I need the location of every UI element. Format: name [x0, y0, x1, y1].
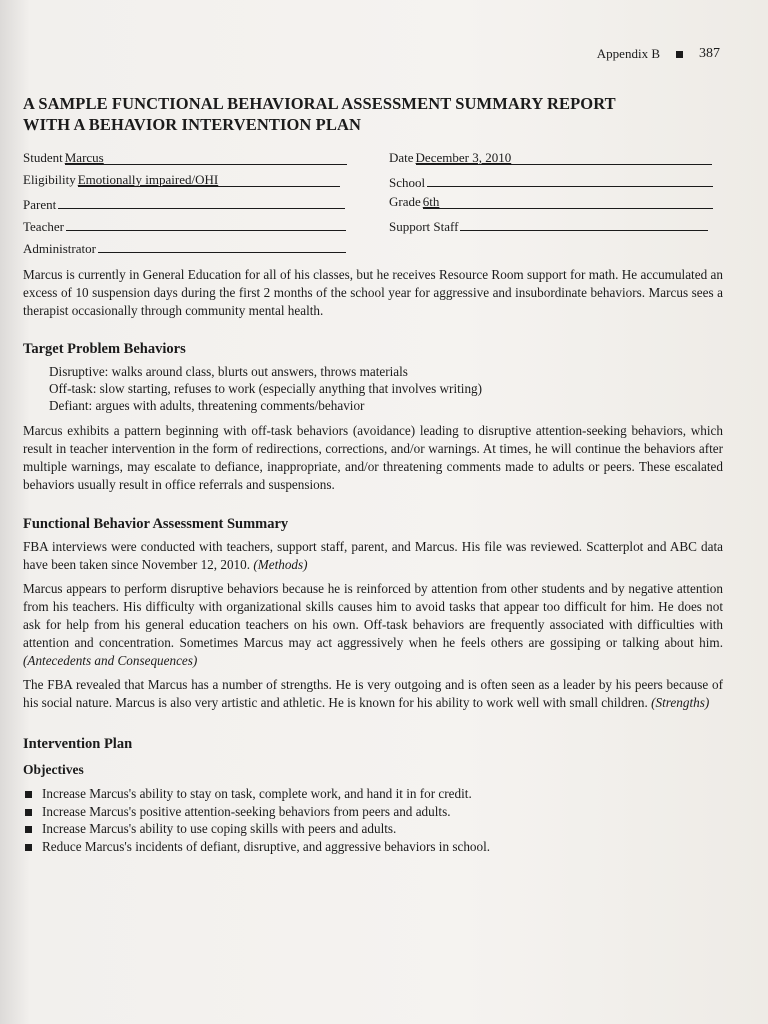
- date-value: December 3, 2010: [415, 150, 512, 165]
- grade-field: [389, 194, 713, 210]
- eligibility-value: Emotionally impaired/OHI: [77, 172, 219, 187]
- square-bullet-icon: [25, 826, 32, 833]
- teacher-label: Teacher: [23, 219, 64, 234]
- fba-antecedents-text: Marcus appears to perform disruptive behaviors because he is reinforced by attention from other students and by negative attention from his teachers. His difficulty with organizational skills causes him to avoid tasks that appear too difficult for him. He does not ask for help from his general education teachers on his own. Off-task behaviors are frequently associated with difficulties with attention and concentration. Sometimes Marcus may act aggressively when he feels others are gossiping or talking about him.: [23, 581, 723, 650]
- intro-paragraph: Marcus is currently in General Education for all of his classes, but he receives Resource Room support for math. He accumulated an excess of 10 suspension days during the first 2 months of the school year for aggressive and insubordinate behaviors. Marcus sees a therapist occasionally through community mental health.: [23, 267, 723, 318]
- appendix-label: Appendix B: [596, 46, 660, 61]
- objective-item: [23, 820, 723, 838]
- strengths-tag: (Strengths): [651, 695, 710, 710]
- student-label: Student: [23, 150, 63, 165]
- target-paragraph: Marcus exhibits a pattern beginning with off-task behaviors (avoidance) leading to disruptive attention-seeking behaviors, which result in teacher intervention in the form of redirections, corrections, and/or warnings. At times, he will continue the behaviors after multiple warnings, may escalate to defiance, inappropriate, and/or threatening comments made to adults or peers. These escalated behaviors usually result in office referrals and suspensions.: [23, 423, 723, 492]
- parent-line[interactable]: [58, 194, 345, 209]
- objective-text: Increase Marcus's ability to use coping skills with peers and adults.: [42, 821, 397, 836]
- support-staff-label: Support Staff: [389, 219, 459, 234]
- eligibility-label: Eligibility: [23, 172, 76, 187]
- main-content: [23, 93, 723, 855]
- report-title: [23, 93, 723, 135]
- grade-label: Grade: [389, 194, 421, 209]
- square-bullet-icon: [25, 809, 32, 816]
- administrator-field: [23, 238, 346, 257]
- objective-text: Reduce Marcus's incidents of defiant, disruptive, and aggressive behaviors in school.: [42, 838, 491, 854]
- date-line[interactable]: [416, 150, 712, 165]
- title-line-1: A SAMPLE FUNCTIONAL BEHAVIORAL ASSESSMENT SUMMARY REPORT: [23, 94, 616, 113]
- objective-text: Increase Marcus's ability to stay on task, complete work, and hand it in for credit.: [42, 786, 472, 801]
- antecedents-tag: (Antecedents and Consequences): [23, 653, 198, 668]
- intervention-plan-heading: Intervention Plan: [23, 736, 133, 752]
- administrator-label: Administrator: [23, 241, 96, 256]
- objectives-list: [23, 785, 723, 855]
- school-line[interactable]: [427, 172, 713, 187]
- target-behavior-item: Defiant: argues with adults, threatening comments/behavior: [49, 398, 365, 413]
- square-bullet-icon: [25, 844, 32, 851]
- target-behavior-item: Disruptive: walks around class, blurts out answers, throws materials: [49, 364, 408, 379]
- grade-line[interactable]: [423, 194, 713, 209]
- student-info-form: [23, 150, 723, 262]
- support-staff-line[interactable]: [460, 216, 708, 231]
- objective-item: [23, 838, 723, 856]
- target-behavior-item: Off-task: slow starting, refuses to work (especially anything that involves writing): [49, 381, 483, 396]
- date-label: Date: [389, 150, 414, 165]
- target-behaviors-list: [23, 363, 723, 414]
- parent-label: Parent: [23, 197, 57, 212]
- fba-strengths-text: The FBA revealed that Marcus has a number of strengths. He is very outgoing and is often seen as a leader by his peers because of his social nature. Marcus is also very artistic and athletic. He is known for his ability to work well with small children.: [23, 677, 723, 710]
- square-bullet-icon: [25, 791, 32, 798]
- fba-strengths-paragraph: [23, 676, 723, 712]
- support-staff-field: [389, 216, 708, 235]
- objectives-heading: Objectives: [23, 762, 84, 777]
- objective-item: [23, 803, 723, 821]
- running-header: [597, 46, 720, 62]
- school-label: School: [389, 175, 426, 190]
- school-field: [389, 172, 713, 191]
- student-field: [23, 150, 347, 166]
- grade-value: 6th: [422, 194, 440, 209]
- fba-antecedents-paragraph: [23, 580, 723, 670]
- target-heading: Target Problem Behaviors: [23, 341, 186, 357]
- eligibility-line[interactable]: [78, 172, 340, 187]
- student-line[interactable]: [65, 150, 347, 165]
- administrator-line[interactable]: [98, 238, 346, 253]
- objective-item: [23, 785, 723, 803]
- title-line-2: WITH A BEHAVIOR INTERVENTION PLAN: [23, 115, 361, 134]
- date-field: [389, 150, 712, 166]
- student-value: Marcus: [64, 150, 104, 165]
- teacher-line[interactable]: [66, 216, 346, 231]
- methods-tag: (Methods): [253, 557, 308, 572]
- fba-methods-text: FBA interviews were conducted with teachers, support staff, parent, and Marcus. His file was reviewed. Scatterplot and ABC data have been taken since November 12, 2010.: [23, 539, 723, 572]
- parent-field: [23, 194, 345, 213]
- objective-text: Increase Marcus's positive attention-seeking behaviors from peers and adults.: [42, 803, 451, 819]
- eligibility-field: [23, 172, 340, 188]
- square-bullet-icon: [676, 51, 683, 58]
- fba-methods-paragraph: [23, 538, 723, 574]
- page-number: 387: [699, 46, 720, 61]
- teacher-field: [23, 216, 346, 235]
- fba-heading: Functional Behavior Assessment Summary: [23, 516, 289, 532]
